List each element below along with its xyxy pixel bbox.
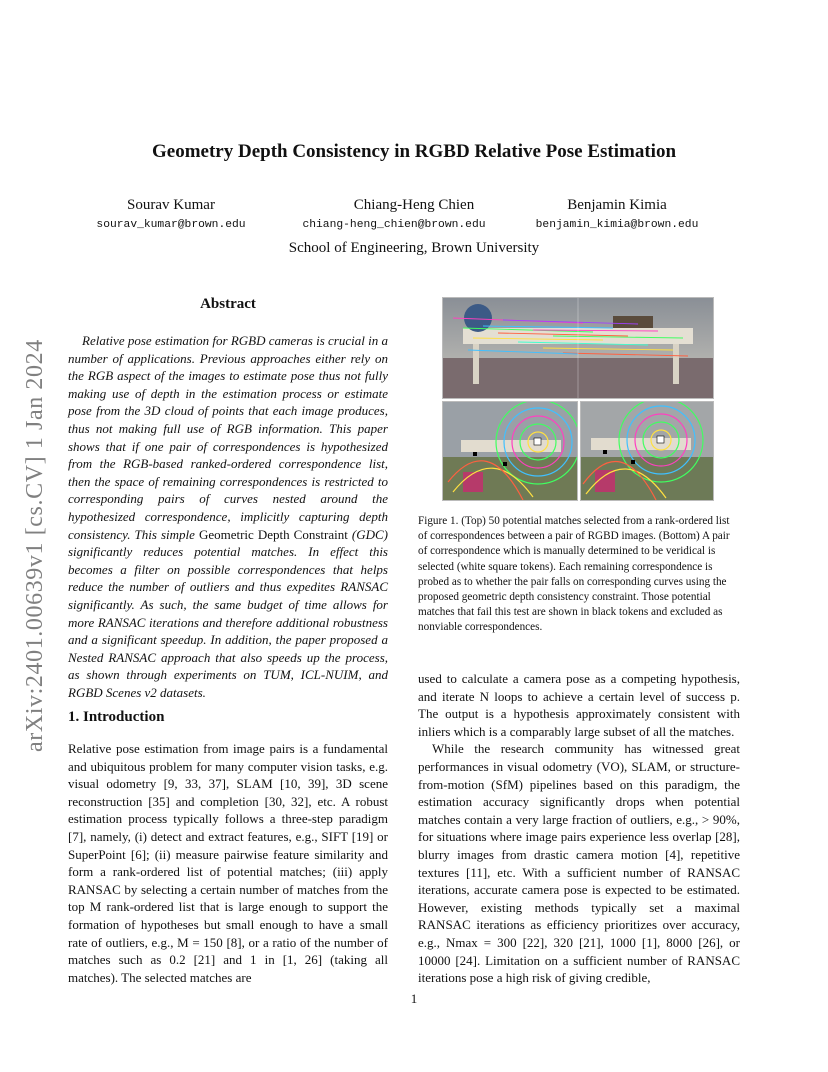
author-name: Benjamin Kimia: [567, 197, 667, 213]
author-email: benjamin_kimia@brown.edu: [535, 219, 699, 231]
author-name: Sourav Kumar: [127, 197, 215, 213]
figure-caption: Figure 1. (Top) 50 potential matches selected from a rank-ordered list of correspondences between a pair of RGBD images. (Bottom) A pair of correspondence which is manually determined to be veridical is selected (white square tokens). Each remaining correspondence is probed as to whether the pair falls on corresponding curves using the proposed geometric depth consistency constraint. Those potential matches that fail this test are shown in black tokens and excluded as nonviable correspondences.: [418, 515, 730, 634]
page-number: 1: [410, 991, 418, 1006]
author-email: sourav_kumar@brown.edu: [96, 219, 246, 231]
abstract-text: Relative pose estimation for RGBD cameras is crucial in a number of applications. Previous approaches either rely on the RGB aspect of the images to estimate pose thus not fully making use of depth in the estimation process or estimate pose from the 3D cloud of points that each image produces, thus not making full use of RGB information. This paper shows that if one pair of correspondences is hypothesized from the RGB-based ranked-ordered correspondence list, then the space of remaining correspondences is restricted to corresponding pairs of curves nested around the hypothesized correspondence, implicitly capturing depth consistency. This simple: [68, 333, 388, 542]
affiliation: School of Engineering, Brown University: [288, 240, 540, 256]
section-heading-introduction: 1. Introduction: [68, 709, 165, 725]
paper-title: Geometry Depth Consistency in RGBD Relative Pose Estimation: [151, 141, 677, 162]
abstract-heading: Abstract: [200, 296, 256, 312]
intro-right-column: [418, 670, 740, 987]
intro-paragraph-left: Relative pose estimation from image pairs is a fundamental and ubiquitous problem for many computer vision tasks, e.g. visual odometry [9, 33, 37], SLAM [10, 39], 3D scene reconstruction [35] and completion [30, 32], etc. A robust estimation process typically follows a three-step paradigm [7], namely, (i) detect and extract features, e.g., SIFT [19] or SuperPoint [6]; (ii) measure pairwise feature similarity and form a rank-ordered list of potential matches; (iii) apply RANSAC by selecting a certain number of matches from the top M rank-ordered list that is large enough to support the formation of hypotheses but small enough to have a small rate of outliers, e.g., M = 150 [8], or a ratio of the number of matches such as 0.2 [21] and 1 in [1, 26] (taking all matches). The selected matches are: [68, 741, 388, 985]
figure-bottom-right-image: [580, 401, 714, 501]
intro-paragraph-2: While the research community has witnessed great performances in visual odometry (VO), SLAM, or structure-from-motion (SfM) pipelines based on this paradigm, the estimation accuracy significantly drops when potential matches contain a very large fraction of outliers, e.g., > 90%, for situations where image pairs experience less overlap [28], blurry images from drastic camera motion [4], repetitive textures [11], etc. With a sufficient number of RANSAC iterations, accurate camera pose is expected to be estimated. However, existing methods typically set a maximal RANSAC iterations as efficiency prioritizes over accuracy, e.g., Nmax = 300 [22], 320 [21], 1000 [1], 8000 [26], or 10000 [24]. Limitation on a sufficient number of RANSAC iterations pose a high risk of giving credible,: [418, 741, 740, 986]
arxiv-stamp: arXiv:2401.00639v1 [cs.CV] 1 Jan 2024: [22, 339, 48, 752]
abstract-body: [68, 332, 388, 701]
author-email: chiang-heng_chien@brown.edu: [302, 219, 486, 231]
abstract-gdc-term: Geometric Depth Constraint: [198, 526, 348, 542]
author-name: Chiang-Heng Chien: [353, 197, 475, 213]
figure-bottom-left-image: [442, 401, 578, 501]
abstract-text: (GDC) significantly reduces potential matches. In effect this becomes a filter on possible correspondences that helps reduce the number of outliers and thus expedites RANSAC significantly. As such, the same budget of time allows for more RANSAC iterations and therefore additional robustness and a significant speedup. In addition, the paper proposed a Nested RANSAC approach that also speeds up the process, as shown through experiments on TUM, ICL-NUIM, and RGBD Scenes v2 datasets.: [68, 526, 388, 700]
intro-paragraph-continued: used to calculate a camera pose as a competing hypothesis, and iterate N loops to achieve a certain level of success p. The output is a hypothesis approximately consistent with inliers which is a comparably large subset of all the matches.: [418, 671, 740, 739]
figure-top-image: [442, 297, 714, 399]
